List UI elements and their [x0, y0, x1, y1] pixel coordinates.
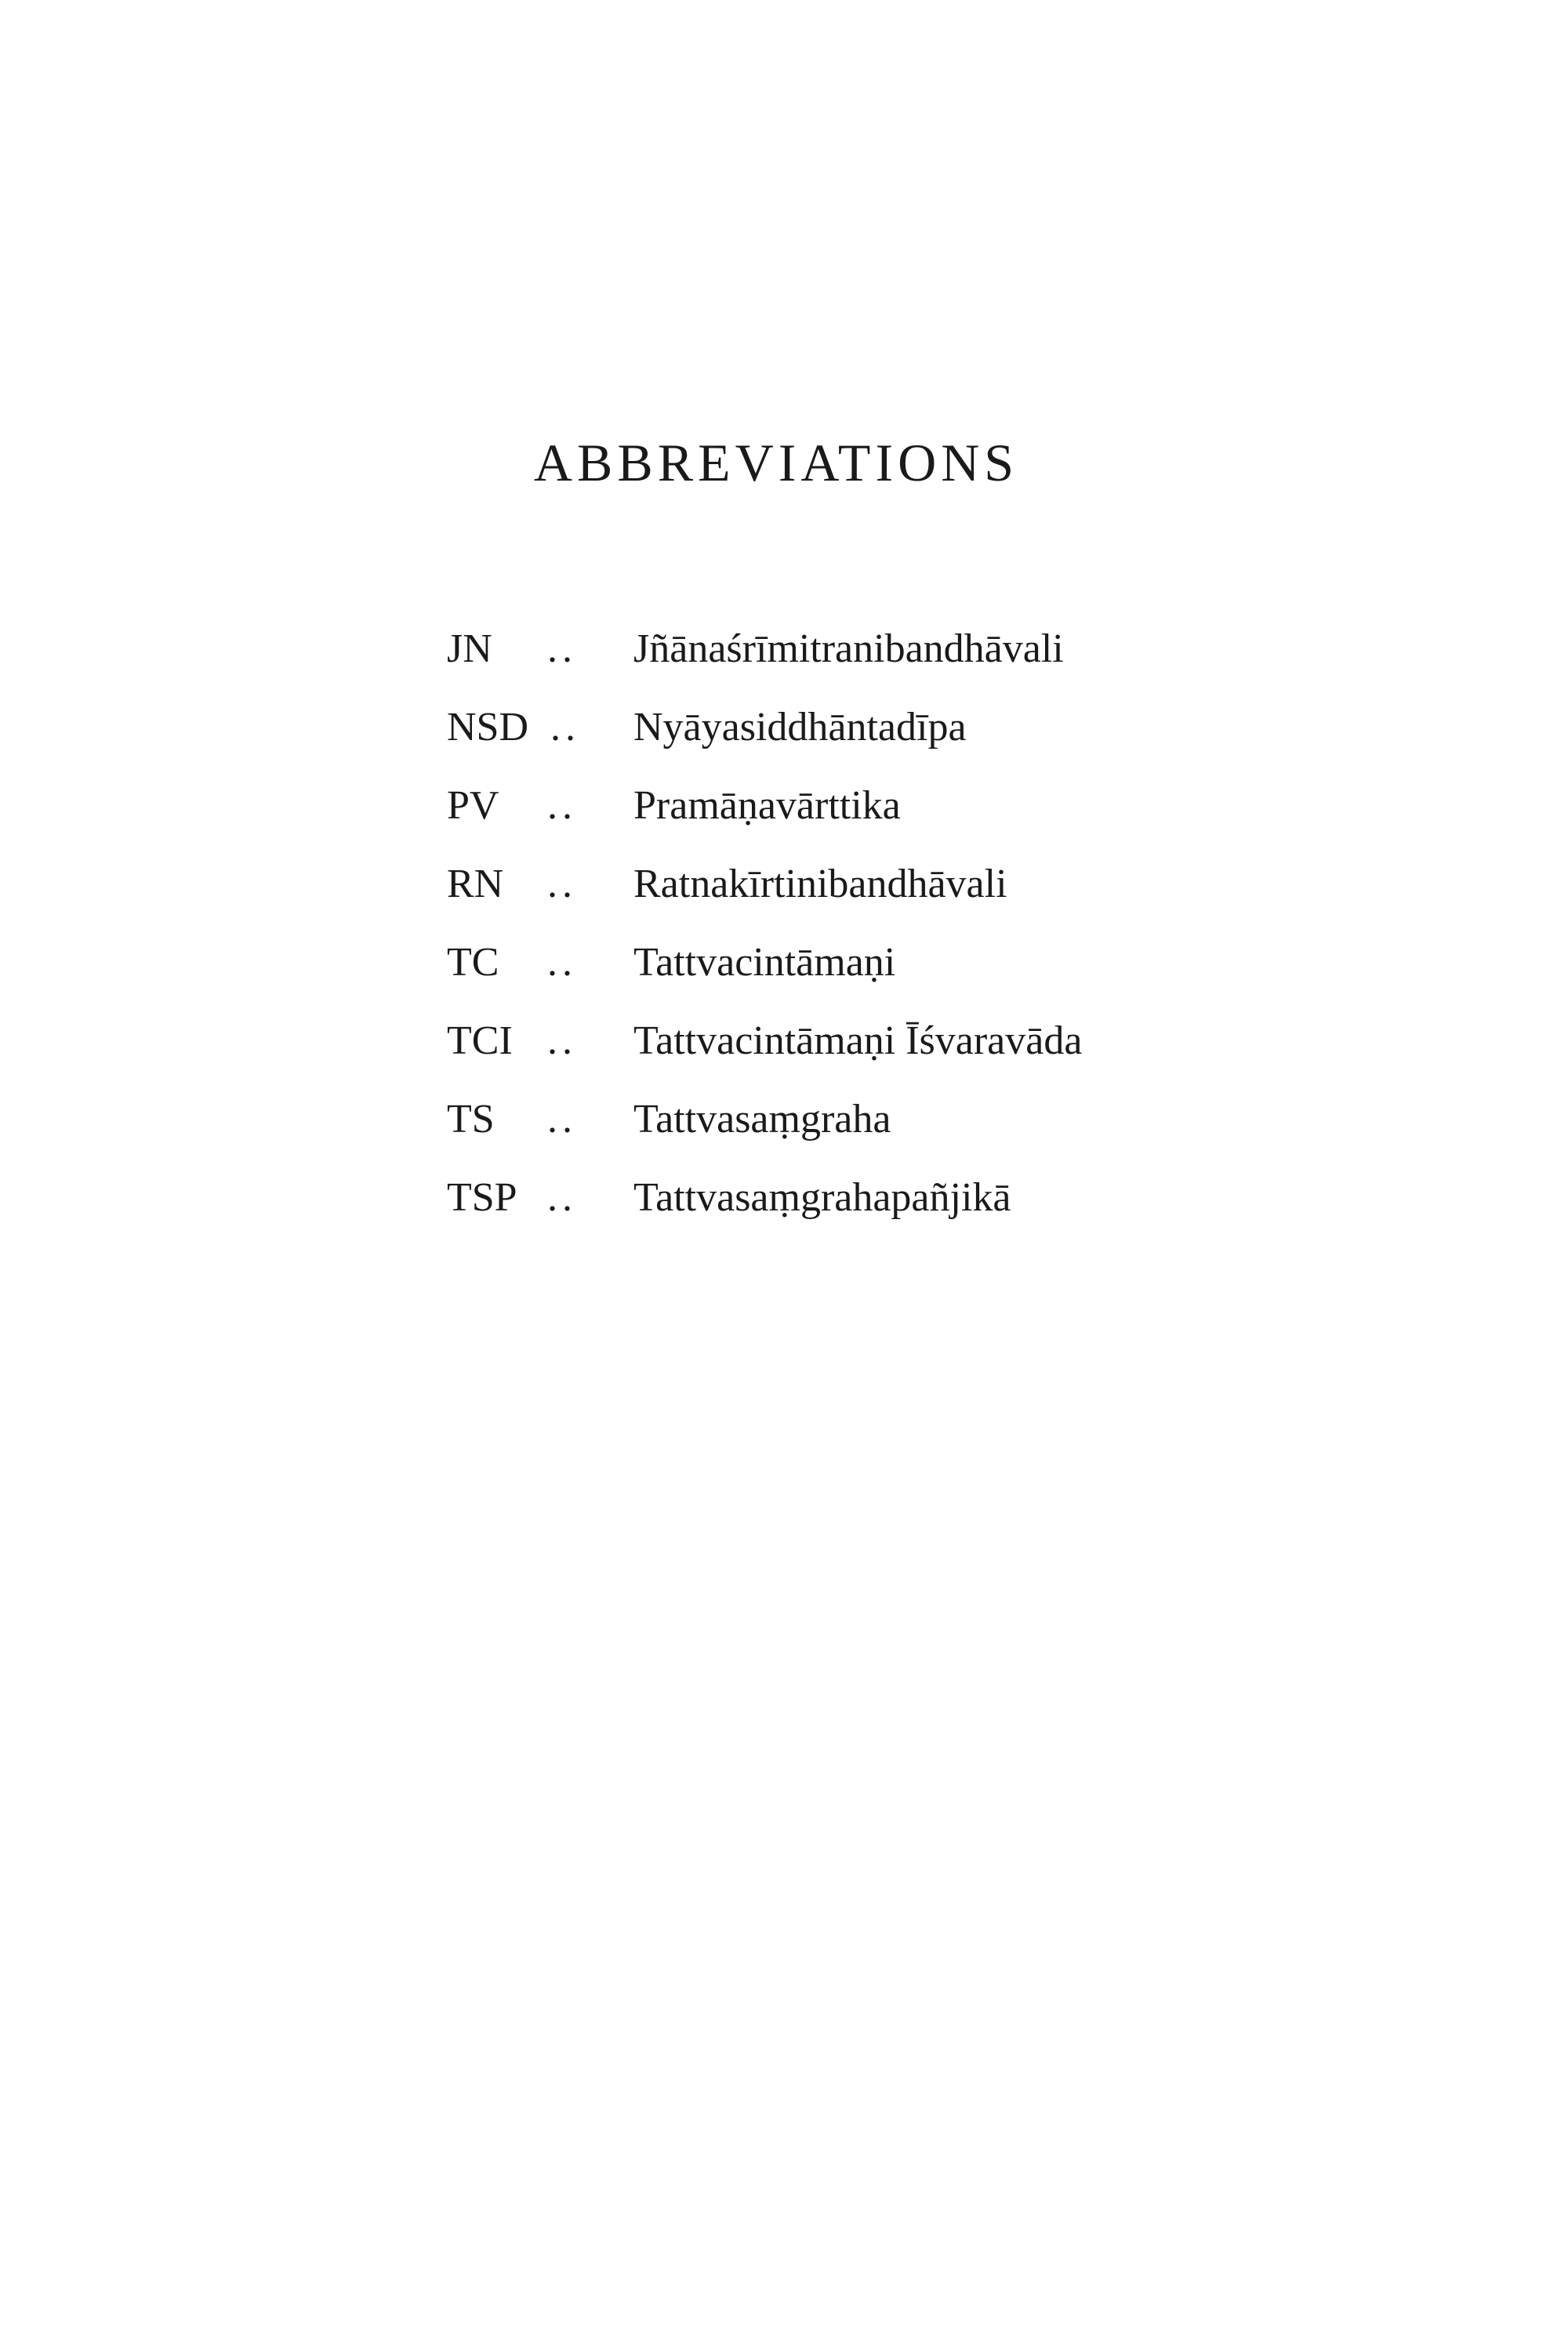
- abbreviation-separator: ..: [547, 626, 577, 671]
- abbreviation-row: [447, 1159, 1231, 1237]
- abbreviation-row: [447, 1080, 1231, 1159]
- page-title: ABBREVIATIONS: [533, 433, 1019, 492]
- abbreviation-row: [447, 845, 1231, 924]
- abbreviation-row: [447, 767, 1231, 845]
- abbreviation-expansion: Pramāṇavārttika: [633, 783, 901, 828]
- abbreviation-separator: ..: [547, 1175, 577, 1220]
- abbreviation-list: [447, 610, 1231, 1237]
- abbreviation-expansion: Jñānaśrīmitranibandhāvali: [633, 626, 1064, 671]
- abbreviation-key: TC: [447, 940, 499, 985]
- abbreviation-row: [447, 1002, 1231, 1080]
- abbreviation-key: TS: [447, 1097, 495, 1142]
- abbreviation-key: JN: [447, 626, 492, 671]
- abbreviation-separator: ..: [547, 862, 577, 906]
- abbreviation-key: TSP: [447, 1175, 517, 1220]
- abbreviation-expansion: Nyāyasiddhāntadīpa: [633, 705, 967, 750]
- abbreviation-expansion: Tattvacintāmaṇi Īśvaravāda: [633, 1018, 1083, 1063]
- abbreviation-separator: ..: [550, 705, 580, 750]
- abbreviation-key: PV: [447, 783, 499, 828]
- abbreviation-separator: ..: [547, 1097, 577, 1142]
- abbreviation-expansion: Tattvasaṃgraha: [633, 1097, 891, 1142]
- abbreviation-separator: ..: [547, 783, 577, 828]
- abbreviation-row: [447, 924, 1231, 1002]
- abbreviation-separator: ..: [547, 1018, 577, 1063]
- abbreviation-expansion: Tattvacintāmaṇi: [633, 940, 896, 985]
- abbreviation-expansion: Ratnakīrtinibandhāvali: [633, 862, 1007, 906]
- abbreviation-row: [447, 610, 1231, 688]
- abbreviation-row: [447, 688, 1231, 767]
- abbreviation-expansion: Tattvasaṃgrahapañjikā: [633, 1175, 1011, 1220]
- abbreviation-key: TCI: [447, 1018, 513, 1063]
- abbreviation-key: NSD: [447, 705, 529, 750]
- abbreviation-key: RN: [447, 862, 504, 906]
- abbreviation-separator: ..: [547, 940, 577, 985]
